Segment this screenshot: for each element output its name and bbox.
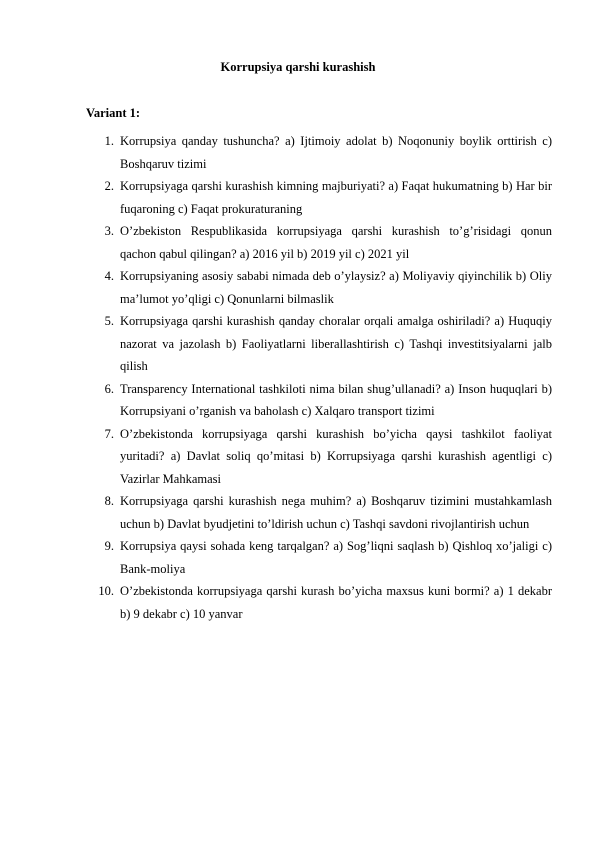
question-number: 6. [104,381,114,396]
question-text: O’zbekiston Respublikasida korrupsiyaga qarshi kurashish to’g’risidagi qonun qachon qabul qilingan? a) 2016 yil b) 2019 yil c) 2021 yil [120,224,552,261]
question-number: 1. [104,134,114,148]
question-text: Korrupsiyaning asosiy sababi nimada deb o’ylaysiz? a) Moliyaviy qiyinchilik b) Oliy ma’lumot yo’qligi c) Qonunlarni bilmaslik [120,269,552,306]
question-text: Transparency International tashkiloti nima bilan shug’ullanadi? a) Inson huquqlari b) Korrupsiyani o’rganish va baholash c) Xalqaro transport tizimi [120,381,552,418]
question-item [0,378,596,423]
question-item [0,265,596,310]
question-item [0,423,596,491]
question-number: 7. [104,426,114,441]
question-number: 5. [104,314,114,328]
question-item [0,130,596,175]
question-number: 9. [104,539,114,553]
question-item [0,175,596,220]
question-item [0,310,596,378]
question-number: 3. [104,224,114,238]
question-number: 8. [104,494,114,508]
question-text: O’zbekistonda korrupsiyaga qarshi kurashish bo’yicha qaysi tashkilot faoliyat yuritadi? a) Davlat soliq qo’mitasi b) Korrupsiyaga qarshi kurashish agentligi c) Vazirlar Mahkamasi [120,426,552,486]
question-text: Korrupsiya qaysi sohada keng tarqalgan? a) Sog’liqni saqlash b) Qishloq xo’jaligi c) Bank-moliya [120,539,552,576]
question-text: Korrupsiyaga qarshi kurashish nega muhim? a) Boshqaruv tizimini mustahkamlash uchun b) Davlat byudjetini to’ldirish uchun c) Tashqi savdoni rivojlantirish uchun [120,494,552,531]
question-list [0,130,596,625]
question-text: Korrupsiyaga qarshi kurashish qanday choralar orqali amalga oshiriladi? a) Huquqiy nazorat va jazolash b) Faoliyatlarni liberallashtirish c) Tashqi investitsiyalarni jalb qilish [120,314,552,373]
question-text: Korrupsiya qanday tushuncha? a) Ijtimoiy adolat b) Noqonuniy boylik orttirish c) Boshqaruv tizimi [120,134,552,171]
question-number: 10. [98,584,114,598]
question-number: 4. [104,269,114,283]
question-item [0,490,596,535]
question-item [0,220,596,265]
question-text: Korrupsiyaga qarshi kurashish kimning majburiyati? a) Faqat hukumatning b) Har bir fuqaroning c) Faqat prokuraturaning [120,179,552,216]
variant-label: Variant 1: [86,106,141,120]
question-text: O’zbekistonda korrupsiyaga qarshi kurash bo’yicha maxsus kuni bormi? a) 1 dekabr b) 9 dekabr c) 10 yanvar [120,584,552,621]
question-number: 2. [104,179,114,193]
question-item [0,535,596,580]
question-item [0,580,596,625]
document-title: Korrupsiya qarshi kurashish [220,60,376,74]
